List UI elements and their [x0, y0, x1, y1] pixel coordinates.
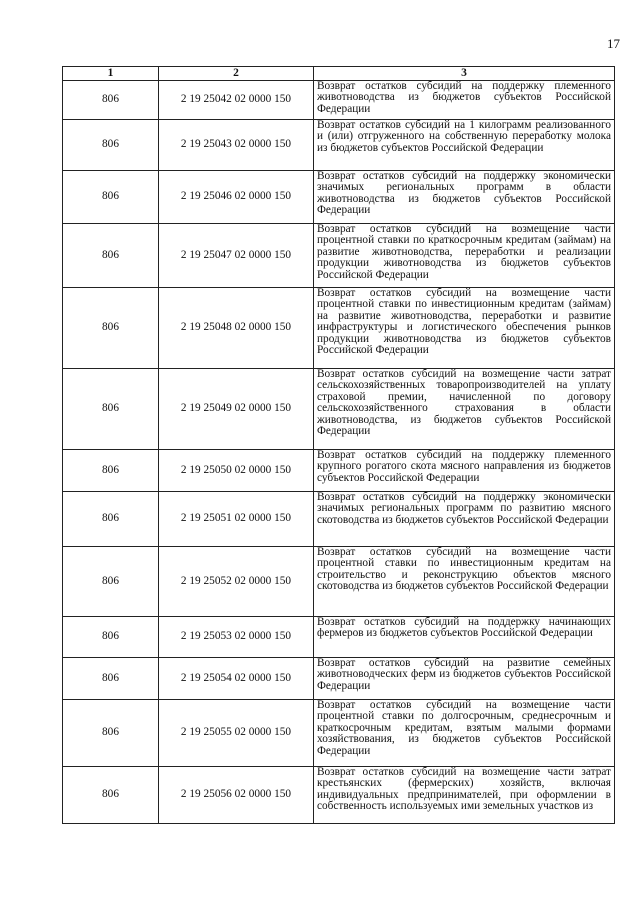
admin-code-cell: 806: [63, 450, 159, 492]
description-cell: [314, 81, 615, 120]
page-number: 17: [607, 36, 620, 51]
admin-code-cell: 806: [63, 120, 159, 171]
table-row: [63, 767, 615, 824]
table-row: [63, 700, 615, 767]
description-cell: [314, 547, 615, 617]
table-row: [63, 658, 615, 700]
table-row: [63, 81, 615, 120]
description-cell: [314, 224, 615, 288]
description-cell: [314, 120, 615, 171]
admin-code-cell: 806: [63, 171, 159, 224]
admin-code-cell: 806: [63, 700, 159, 767]
description-text: Возврат остатков субсидий на возмещение части процентной ставки по инвестиционным кредитам (займам) на развитие животноводства, переработки и развитие инфраструктуры и логистического обеспечения рынков продукции животноводства из бюджетов субъектов Российской Федерации: [317, 288, 611, 357]
budget-code-cell: 2 19 25047 02 0000 150: [159, 224, 314, 288]
budget-code-cell: 2 19 25049 02 0000 150: [159, 369, 314, 450]
admin-code-cell: 806: [63, 547, 159, 617]
budget-code-cell: 2 19 25050 02 0000 150: [159, 450, 314, 492]
description-text: Возврат остатков субсидий на возмещение части процентной ставки по краткосрочным кредитам (займам) на развитие животноводства, переработки и реализации продукции животноводства из бюджетов субъектов Российской Федерации: [317, 224, 611, 281]
budget-code-cell: 2 19 25054 02 0000 150: [159, 658, 314, 700]
admin-code-cell: 806: [63, 81, 159, 120]
description-text: Возврат остатков субсидий на поддержку племенного животноводства из бюджетов субъектов Российской Федерации: [317, 81, 611, 115]
header-col-3: 3: [314, 67, 615, 81]
description-text: Возврат остатков субсидий на возмещение части затрат сельскохозяйственных товаропроизводителей на уплату страховой премии, начисленной по договору сельскохозяйственного страхования в области животноводства, из бюджетов субъектов Российской Федерации: [317, 369, 611, 438]
admin-code-cell: 806: [63, 658, 159, 700]
admin-code-cell: 806: [63, 224, 159, 288]
description-text: Возврат остатков субсидий на 1 килограмм реализованного и (или) отгруженного на собственную переработку молока из бюджетов субъектов Российской Федерации: [317, 120, 611, 154]
admin-code-cell: 806: [63, 617, 159, 658]
budget-code-cell: 2 19 25051 02 0000 150: [159, 492, 314, 547]
table-row: [63, 492, 615, 547]
table-row: [63, 288, 615, 369]
table-row: [63, 171, 615, 224]
budget-codes-table: [62, 66, 615, 824]
description-text: Возврат остатков субсидий на поддержку начинающих фермеров из бюджетов субъектов Российской Федерации: [317, 617, 611, 640]
description-text: Возврат остатков субсидий на возмещение части процентной ставки по долгосрочным, среднесрочным и краткосрочным кредитам, взятым малыми формами хозяйствования, из бюджетов субъектов Российской Федерации: [317, 700, 611, 757]
description-cell: [314, 492, 615, 547]
description-text: Возврат остатков субсидий на поддержку экономически значимых региональных программ в области животноводства из бюджетов субъектов Российской Федерации: [317, 171, 611, 217]
admin-code-cell: 806: [63, 288, 159, 369]
description-cell: [314, 617, 615, 658]
description-cell: [314, 658, 615, 700]
table-header-row: [63, 67, 615, 81]
description-cell: [314, 767, 615, 824]
description-text: Возврат остатков субсидий на возмещение части процентной ставки по инвестиционным кредитам на строительство и реконструкцию объектов мясного скотоводства из бюджетов субъектов Российской Федерации: [317, 547, 611, 593]
description-cell: [314, 288, 615, 369]
description-text: Возврат остатков субсидий на возмещение части затрат крестьянских (фермерских) хозяйств, включая индивидуальных предпринимателей, при оформлении в собственность используемых ими земельных участков из: [317, 767, 611, 813]
description-text: Возврат остатков субсидий на поддержку экономически значимых региональных программ по развитию мясного скотоводства из бюджетов субъектов Российской Федерации: [317, 492, 611, 526]
table-row: [63, 224, 615, 288]
header-col-1: 1: [63, 67, 159, 81]
description-cell: [314, 369, 615, 450]
admin-code-cell: 806: [63, 492, 159, 547]
budget-code-cell: 2 19 25052 02 0000 150: [159, 547, 314, 617]
budget-code-cell: 2 19 25048 02 0000 150: [159, 288, 314, 369]
table-row: [63, 369, 615, 450]
budget-code-cell: 2 19 25043 02 0000 150: [159, 120, 314, 171]
description-cell: [314, 171, 615, 224]
table-row: [63, 120, 615, 171]
table-row: [63, 450, 615, 492]
table-row: [63, 547, 615, 617]
admin-code-cell: 806: [63, 767, 159, 824]
admin-code-cell: 806: [63, 369, 159, 450]
budget-code-cell: 2 19 25055 02 0000 150: [159, 700, 314, 767]
table-row: [63, 617, 615, 658]
description-text: Возврат остатков субсидий на развитие семейных животноводческих ферм из бюджетов субъектов Российской Федерации: [317, 658, 611, 692]
budget-code-cell: 2 19 25056 02 0000 150: [159, 767, 314, 824]
header-col-2: 2: [159, 67, 314, 81]
budget-code-cell: 2 19 25042 02 0000 150: [159, 81, 314, 120]
description-cell: [314, 450, 615, 492]
budget-code-cell: 2 19 25053 02 0000 150: [159, 617, 314, 658]
description-text: Возврат остатков субсидий на поддержку племенного крупного рогатого скота мясного направления из бюджетов субъектов Российской Федерации: [317, 450, 611, 484]
budget-code-cell: 2 19 25046 02 0000 150: [159, 171, 314, 224]
description-cell: [314, 700, 615, 767]
